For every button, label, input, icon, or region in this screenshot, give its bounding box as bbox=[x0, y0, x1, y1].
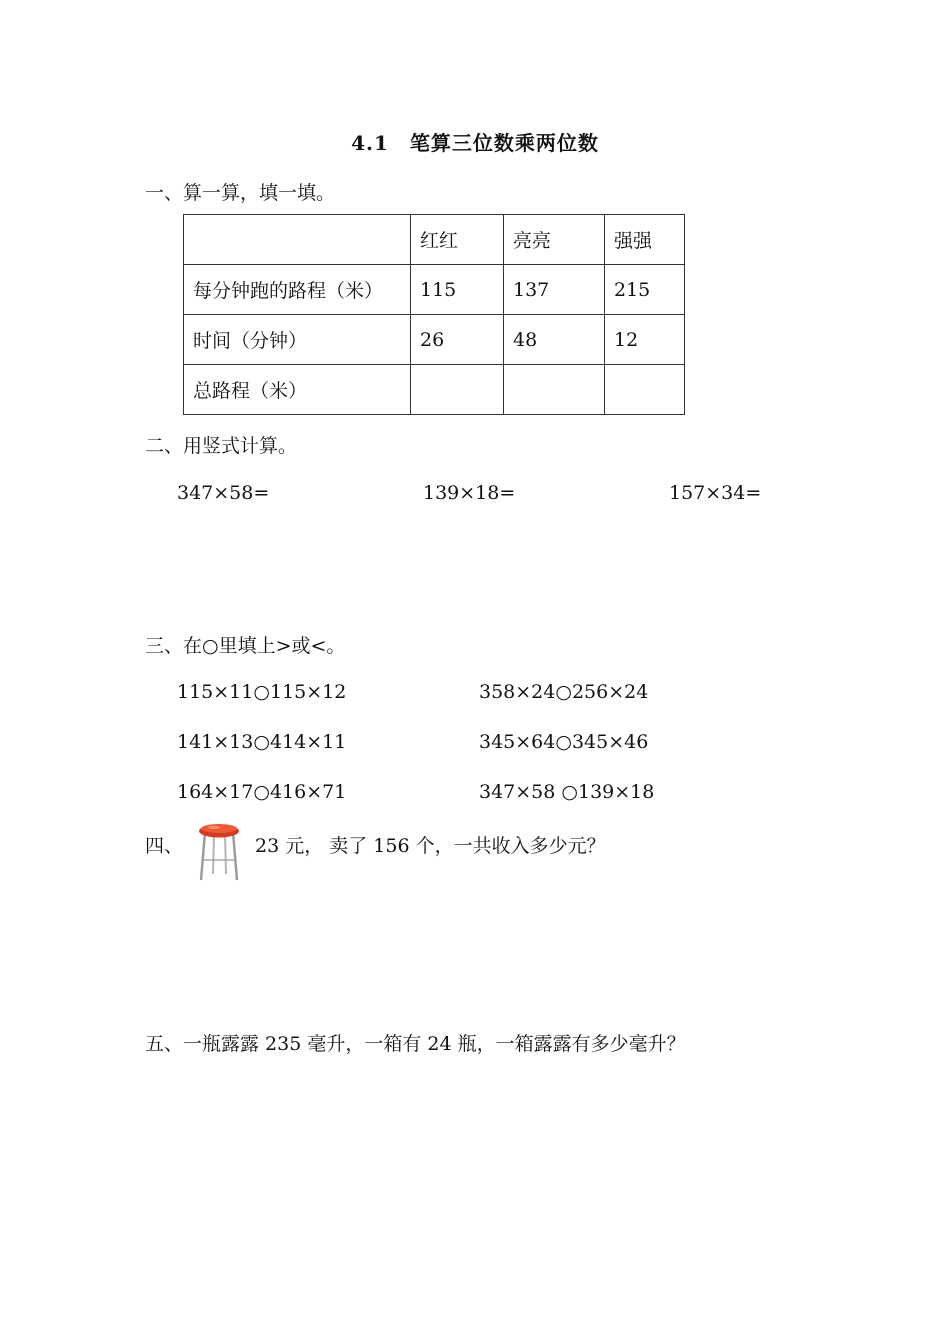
compare-item: 347×58 ○139×18 bbox=[479, 781, 655, 803]
answer-cell bbox=[605, 365, 685, 415]
section5-text: 五、一瓶露露 235 毫升，一箱有 24 瓶，一箱露露有多少毫升？ bbox=[145, 1033, 686, 1055]
compare-item: 358×24○256×24 bbox=[479, 681, 649, 703]
table-cell: 26 bbox=[411, 315, 504, 365]
compare-item: 345×64○345×46 bbox=[479, 731, 649, 753]
calc-item: 139×18= bbox=[423, 482, 516, 504]
table-header-row bbox=[184, 215, 685, 265]
table-cell: 每分钟跑的路程（米） bbox=[184, 265, 411, 315]
section3-heading: 三、在○里填上>或<。 bbox=[145, 635, 346, 657]
table-row bbox=[184, 365, 685, 415]
compare-item: 141×13○414×11 bbox=[177, 731, 347, 753]
table-cell: 12 bbox=[605, 315, 685, 365]
table-cell: 强强 bbox=[605, 215, 685, 265]
table-cell: 137 bbox=[504, 265, 605, 315]
table-cell bbox=[184, 215, 411, 265]
table-cell: 红红 bbox=[411, 215, 504, 265]
table-cell: 总路程（米） bbox=[184, 365, 411, 415]
table-cell: 215 bbox=[605, 265, 685, 315]
answer-cell bbox=[504, 365, 605, 415]
distance-table bbox=[183, 214, 685, 415]
compare-item: 164×17○416×71 bbox=[177, 781, 347, 803]
answer-cell bbox=[411, 365, 504, 415]
compare-item: 115×11○115×12 bbox=[177, 681, 347, 703]
section4-text: 23 元， 卖了 156 个，一共收入多少元？ bbox=[255, 835, 606, 857]
table-cell: 48 bbox=[504, 315, 605, 365]
section4-label: 四、 bbox=[145, 835, 184, 857]
section2-heading: 二、用竖式计算。 bbox=[145, 435, 298, 457]
table-cell: 时间（分钟） bbox=[184, 315, 411, 365]
section1-heading: 一、算一算，填一填。 bbox=[145, 182, 336, 204]
stool-icon bbox=[196, 822, 242, 882]
table-cell: 亮亮 bbox=[504, 215, 605, 265]
table-row bbox=[184, 265, 685, 315]
table-cell: 115 bbox=[411, 265, 504, 315]
page-title: 4.1 笔算三位数乘两位数 bbox=[351, 131, 599, 155]
calc-item: 347×58= bbox=[177, 482, 270, 504]
calc-item: 157×34= bbox=[669, 482, 762, 504]
table-row bbox=[184, 315, 685, 365]
